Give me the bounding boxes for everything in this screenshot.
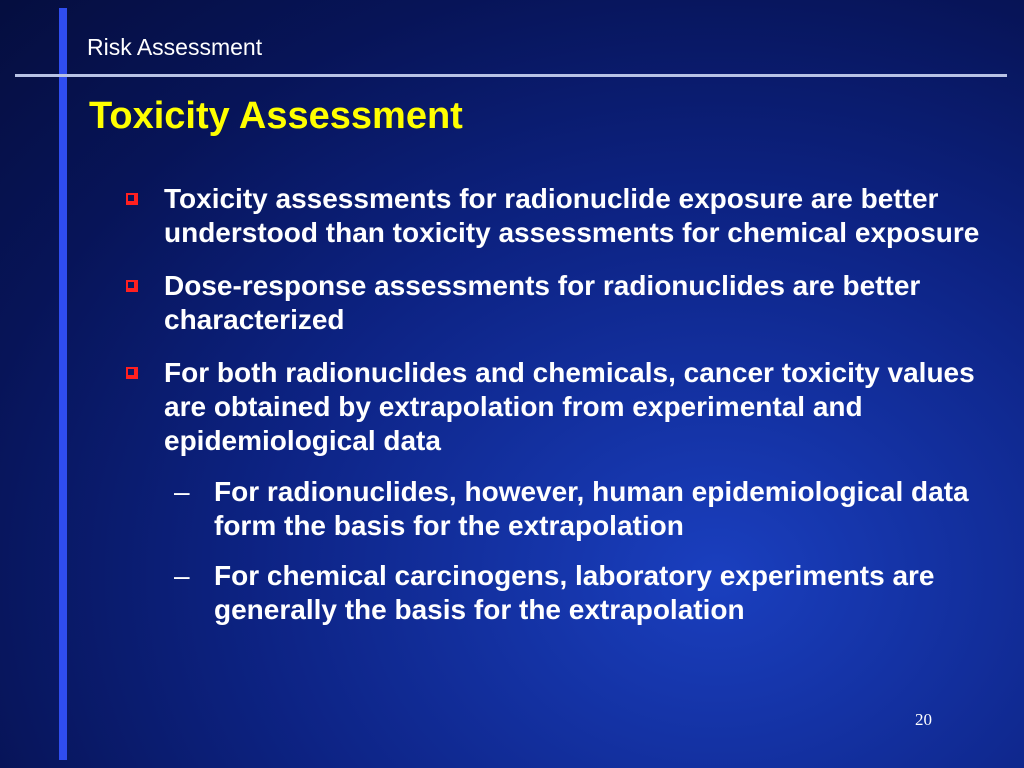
sub-bullet-item: [126, 559, 986, 627]
bullet-item: [126, 182, 986, 250]
sub-bullet-text: For radionuclides, however, human epidemiological data form the basis for the extrapolation: [214, 476, 969, 541]
section-header: Risk Assessment: [87, 34, 263, 60]
slide-body: [126, 182, 986, 645]
bullet-item: [126, 356, 986, 458]
sub-bullet-text: For chemical carcinogens, laboratory experiments are generally the basis for the extrapolation: [214, 560, 935, 625]
slide-title: Toxicity Assessment: [89, 95, 463, 137]
vertical-accent-bar: [59, 8, 67, 760]
page-number: 20: [915, 710, 932, 729]
square-bullet-icon: [126, 367, 138, 379]
dash-bullet-icon: –: [174, 560, 190, 591]
header-divider: [15, 74, 1007, 77]
sub-bullet-item: [126, 475, 986, 543]
bullet-text: Toxicity assessments for radionuclide exposure are better understood than toxicity assessments for chemical exposure: [164, 183, 980, 248]
bullet-item: [126, 269, 986, 337]
bullet-text: Dose-response assessments for radionuclides are better characterized: [164, 270, 921, 335]
bullet-text: For both radionuclides and chemicals, cancer toxicity values are obtained by extrapolation from experimental and epidemiological data: [164, 357, 975, 456]
square-bullet-icon: [126, 193, 138, 205]
square-bullet-icon: [126, 280, 138, 292]
dash-bullet-icon: –: [174, 476, 190, 507]
